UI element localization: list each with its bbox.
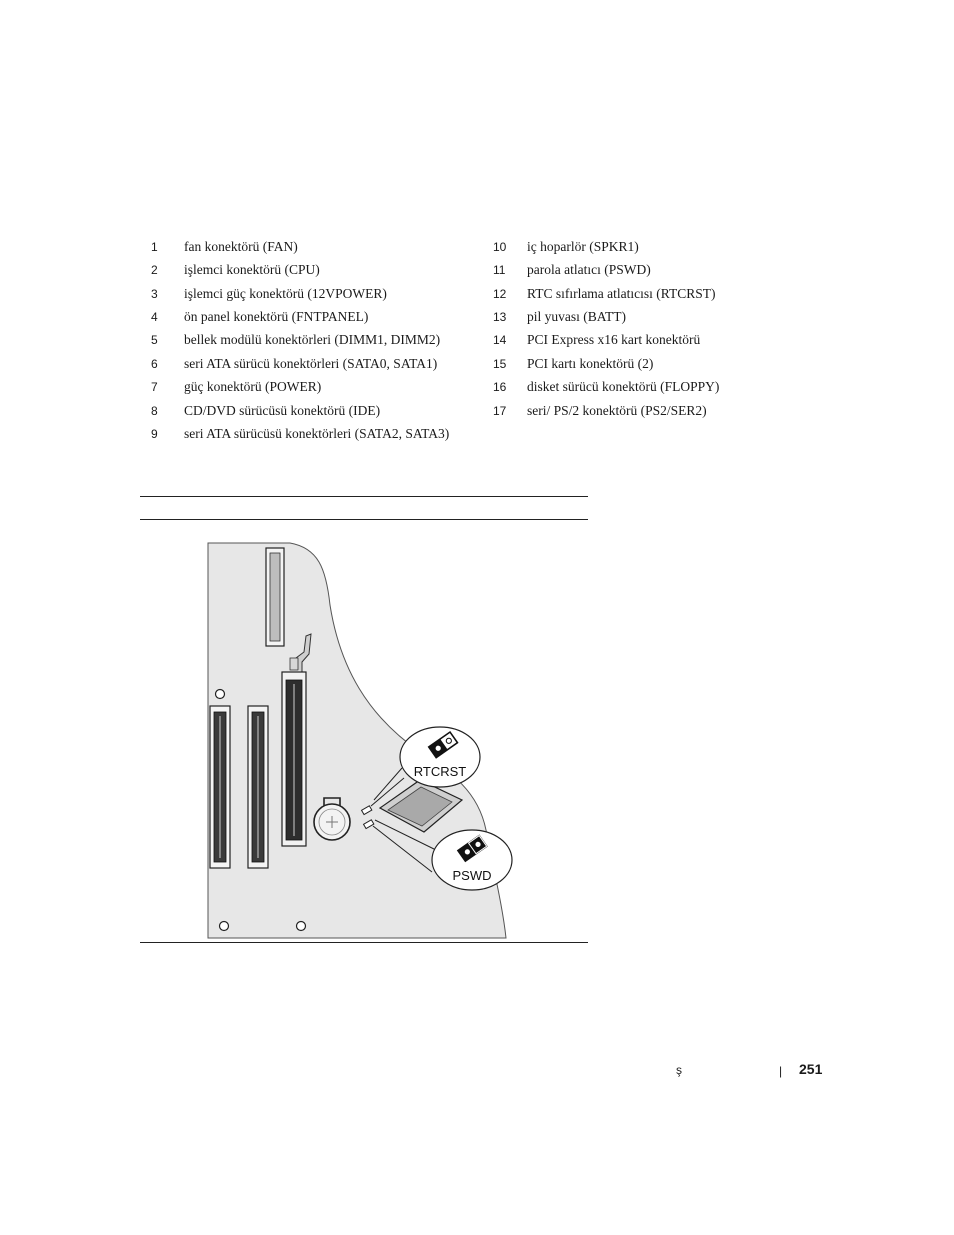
legend-label: işlemci konektörü (CPU) xyxy=(184,262,320,277)
pswd-callout xyxy=(432,830,512,890)
legend-label: işlemci güç konektörü (12VPOWER) xyxy=(184,286,387,301)
legend-label: PCI kartı konektörü (2) xyxy=(527,356,654,371)
mounting-hole xyxy=(216,690,225,699)
legend-label: RTC sıfırlama atlatıcısı (RTCRST) xyxy=(527,286,716,301)
legend-label: pil yuvası (BATT) xyxy=(527,309,626,324)
footer-section-text: ş xyxy=(676,1063,682,1077)
legend-label: ön panel konektörü (FNTPANEL) xyxy=(184,309,369,324)
page-number: 251 xyxy=(799,1061,823,1077)
pci-slot xyxy=(248,706,268,868)
legend-label: fan konektörü (FAN) xyxy=(184,239,298,254)
legend-number: 8 xyxy=(151,404,158,418)
legend-number: 3 xyxy=(151,287,158,301)
legend-number: 1 xyxy=(151,240,158,254)
legend-number: 17 xyxy=(493,404,507,418)
legend-number: 2 xyxy=(151,263,158,277)
floppy-connector xyxy=(266,548,284,646)
legend-number: 9 xyxy=(151,427,158,441)
legend-label: iç hoparlör (SPKR1) xyxy=(527,239,639,254)
legend-label: bellek modülü konektörleri (DIMM1, DIMM2) xyxy=(184,332,441,347)
rtcrst-callout xyxy=(400,727,480,787)
mounting-hole xyxy=(220,922,229,931)
legend-number: 15 xyxy=(493,357,507,371)
legend-label: seri/ PS/2 konektörü (PS2/SER2) xyxy=(527,403,707,418)
legend-number: 11 xyxy=(493,263,506,277)
legend-label: disket sürücü konektörü (FLOPPY) xyxy=(527,379,720,394)
legend-label: parola atlatıcı (PSWD) xyxy=(527,262,651,277)
legend-label: güç konektörü (POWER) xyxy=(184,379,322,394)
legend-label: CD/DVD sürücüsü konektörü (IDE) xyxy=(184,403,381,418)
footer-divider: | xyxy=(779,1064,783,1078)
pci-slot xyxy=(210,706,230,868)
legend-number: 7 xyxy=(151,380,158,394)
legend-number: 4 xyxy=(151,310,158,324)
legend-number: 13 xyxy=(493,310,507,324)
legend-number: 6 xyxy=(151,357,158,371)
rtcrst-label: RTCRST xyxy=(413,764,467,779)
mounting-hole xyxy=(297,922,306,931)
pswd-label: PSWD xyxy=(452,868,492,883)
legend-number: 14 xyxy=(493,333,507,347)
legend-label: seri ATA sürücü konektörleri (SATA0, SATA1) xyxy=(184,356,438,371)
legend-number: 12 xyxy=(493,287,507,301)
legend-number: 16 xyxy=(493,380,507,394)
legend-label: seri ATA sürücüsü konektörleri (SATA2, SATA3) xyxy=(184,426,450,441)
legend-number: 5 xyxy=(151,333,158,347)
legend-label: PCI Express x16 kart konektörü xyxy=(527,332,701,347)
legend-number: 10 xyxy=(493,240,507,254)
